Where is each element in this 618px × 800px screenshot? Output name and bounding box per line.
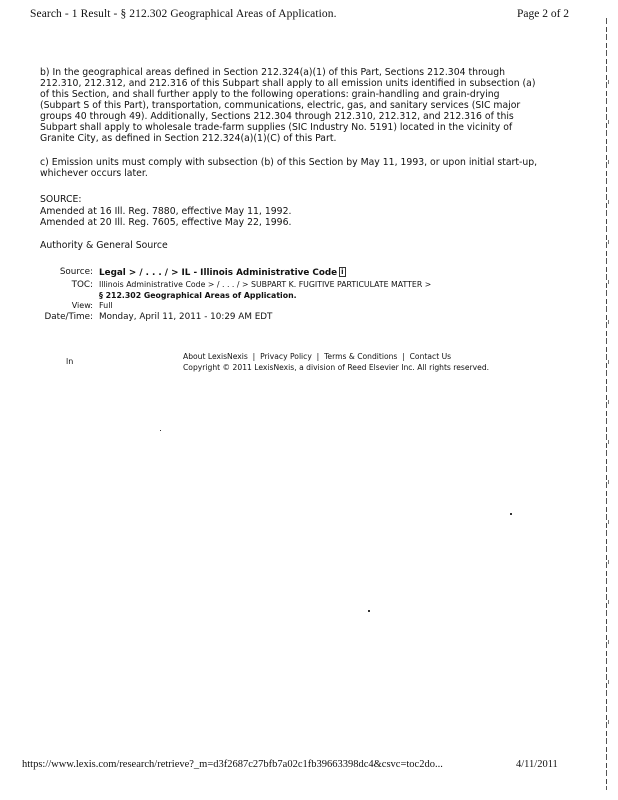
copyright: Copyright © 2011 LexisNexis, a division of Reed Elsevier Inc. All rights reserved. — [183, 363, 490, 372]
terms-link[interactable]: Terms & Conditions — [324, 352, 398, 361]
print-date: 4/11/2011 — [516, 759, 558, 770]
paragraph-c: c) Emission units must comply with subsection (b) of this Section by May 11, 1993, or upon initial start-up, whichever occurs later. — [40, 157, 538, 179]
toc-path-link[interactable]: Illinois Administrative Code > / . . . / > SUBPART K. FUGITIVE PARTICULATE MATTER > — [99, 280, 432, 289]
print-url: https://www.lexis.com/research/retrieve?_m=d3f2687c27bfb7a02c1fb39663398dc4&csvc=toc2do... — [22, 759, 443, 770]
amendment-2: Amended at 20 Ill. Reg. 7605, effective May 22, 1996. — [40, 217, 292, 228]
view-value[interactable]: Full — [99, 301, 113, 310]
footer-links — [183, 352, 451, 361]
scan-edge — [606, 18, 607, 790]
source-label: Source: — [59, 267, 93, 277]
datetime-label: Date/Time: — [44, 312, 93, 322]
contact-link[interactable]: Contact Us — [409, 352, 452, 361]
paragraph-b: b) In the geographical areas defined in Section 212.324(a)(1) of this Part, Sections 212.304 through 212.310, 212.312, and 212.316 of this Subpart shall apply to all emission units identified in subsection (a) of this Section, and shall further apply to the following operations: grain-handling and grain-drying (Subpart S of this Part), transportation, communications, electric, gas, and sanitary services (SIC major groups 40 through 49). Additionally, Sections 212.304 through 212.310, 212.312, and 212.316 of this Subpart shall apply to wholesale trade-farm supplies (SIC Industry No. 5191) located in the vicinity of Granite City, as defined in Section 212.324(a)(1)(C) of this Part. — [40, 67, 536, 144]
amendment-1: Amended at 16 Ill. Reg. 7880, effective May 11, 1992. — [40, 206, 292, 217]
source-value[interactable] — [99, 267, 346, 278]
separator: | — [250, 352, 258, 361]
toc-label: TOC: — [71, 280, 93, 290]
separator: | — [399, 352, 408, 361]
header-title: Search - 1 Result - § 212.302 Geographical Areas of Application. — [30, 8, 337, 20]
source-path-link[interactable]: Legal > / . . . / > IL - Illinois Administrative Code — [99, 268, 338, 278]
about-link[interactable]: About LexisNexis — [183, 352, 248, 361]
lexisnexis-logo[interactable]: ln — [66, 357, 74, 366]
separator: | — [314, 352, 322, 361]
toc-section-link[interactable]: § 212.302 Geographical Areas of Application. — [99, 291, 297, 300]
scan-speck — [160, 430, 161, 431]
view-label: View: — [71, 301, 93, 310]
scan-edge-2 — [608, 60, 609, 750]
privacy-link[interactable]: Privacy Policy — [260, 352, 312, 361]
scan-speck — [368, 610, 370, 612]
datetime-value: Monday, April 11, 2011 - 10:29 AM EDT — [99, 312, 273, 322]
page-number: Page 2 of 2 — [517, 8, 570, 20]
source-heading: SOURCE: — [40, 194, 82, 205]
authority-link[interactable]: Authority & General Source — [40, 240, 168, 251]
scan-speck — [510, 513, 512, 515]
info-icon[interactable]: i — [341, 268, 344, 276]
